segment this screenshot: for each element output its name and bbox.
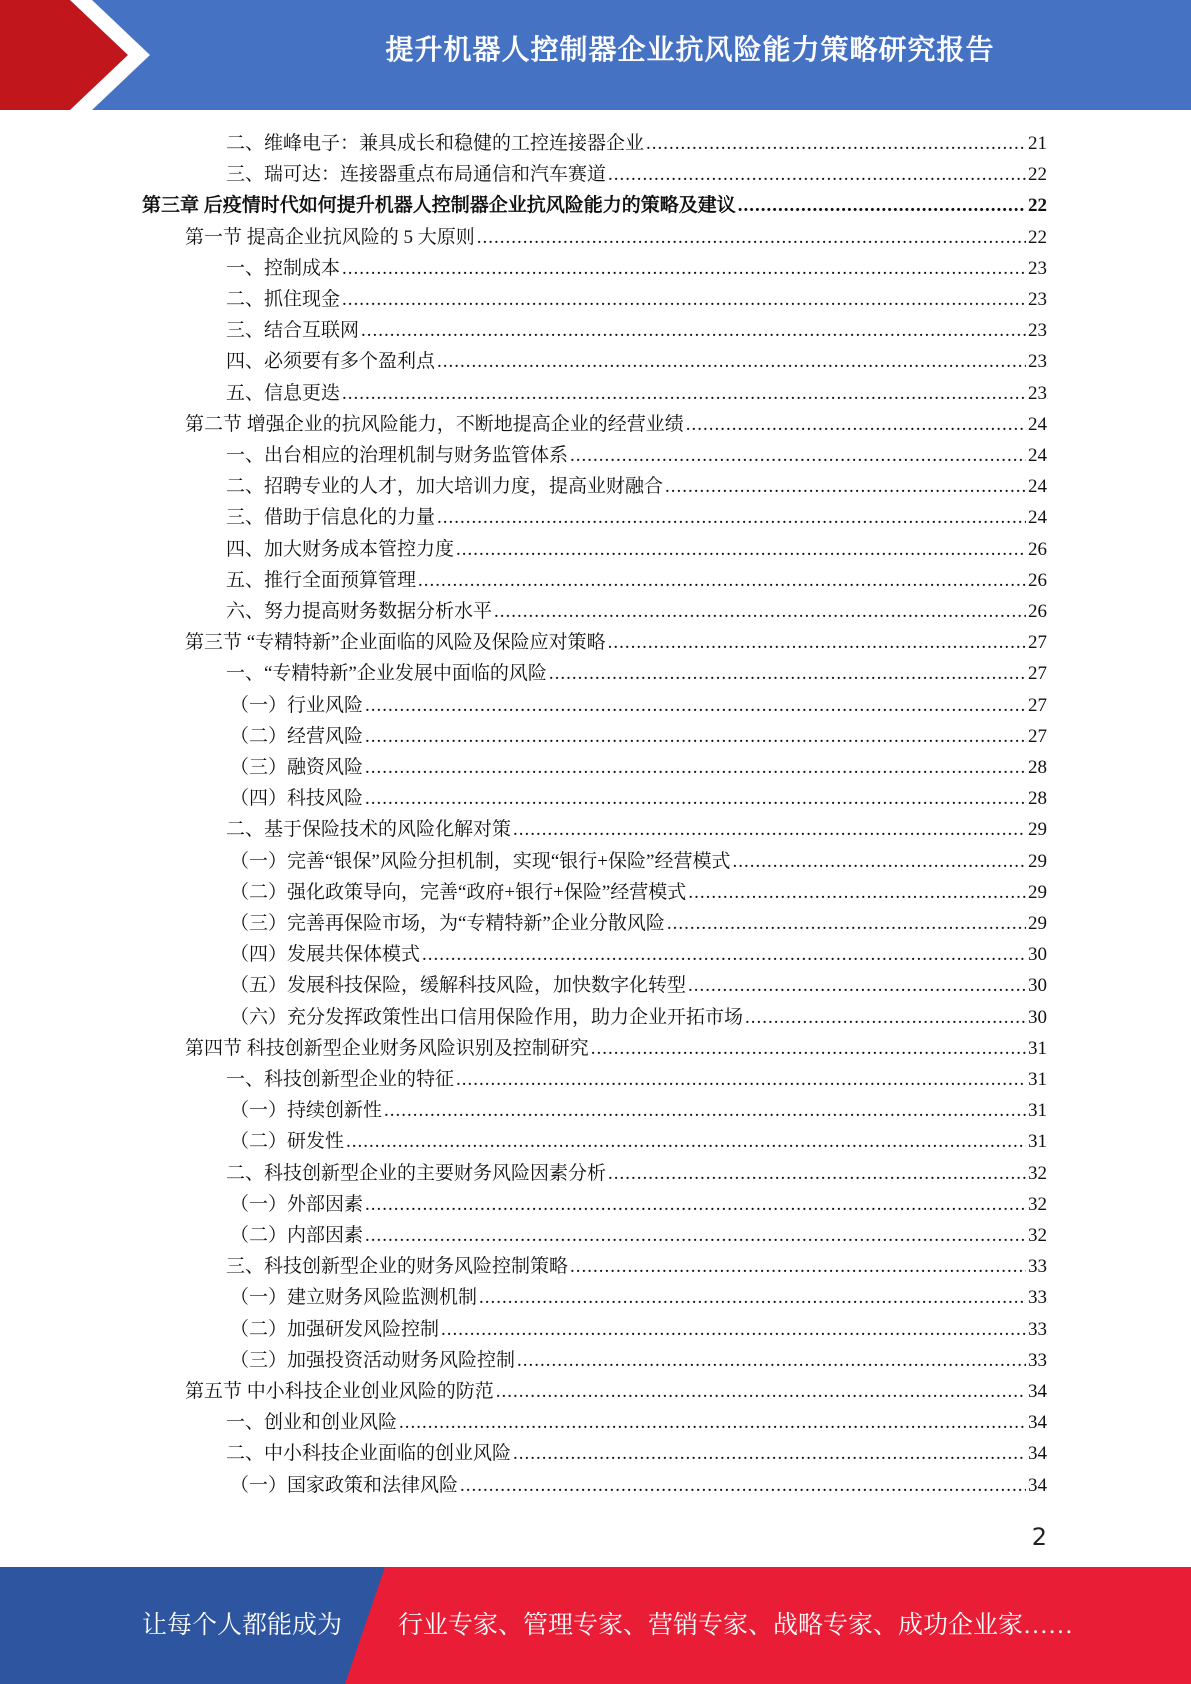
toc-entry-title: 第四节 科技创新型企业财务风险识别及控制研究 [185, 1037, 589, 1059]
toc-entry-page: 34 [1028, 1412, 1047, 1434]
toc-dot-leader [732, 846, 1026, 877]
toc-dot-leader [437, 502, 1026, 533]
toc-entry-title: 五、推行全面预算管理 [226, 569, 417, 591]
toc-entry[interactable] [226, 378, 1047, 409]
toc-entry[interactable] [226, 1438, 1047, 1469]
footer-slogan-left: 让每个人都能成为 [142, 1612, 343, 1639]
toc-entry-page: 30 [1028, 1006, 1047, 1028]
toc-entry-title: （一）国家政策和法律风险 [230, 1474, 459, 1496]
toc-entry-title: 三、借助于信息化的力量 [226, 507, 436, 529]
toc-entry-page: 22 [1028, 164, 1047, 186]
toc-entry[interactable] [226, 159, 1047, 190]
toc-dot-leader [513, 1438, 1026, 1469]
toc-entry[interactable] [226, 565, 1047, 596]
toc-entry[interactable] [230, 752, 1047, 783]
toc-dot-leader [365, 1189, 1026, 1220]
toc-dot-leader [346, 1126, 1026, 1157]
toc-entry-title: （一）行业风险 [230, 694, 364, 716]
toc-dot-leader [494, 596, 1026, 627]
toc-entry[interactable] [185, 409, 1047, 440]
toc-dot-leader [513, 814, 1026, 845]
toc-entry-title: 一、科技创新型企业的特征 [226, 1069, 455, 1090]
toc-entry-title: 第五节 中小科技企业创业风险的防范 [185, 1381, 494, 1402]
toc-entry[interactable] [226, 284, 1047, 315]
toc-entry[interactable] [226, 1251, 1047, 1282]
toc-entry-page: 23 [1028, 382, 1047, 404]
header-title: 提升机器人控制器企业抗风险能力策略研究报告 [385, 33, 995, 66]
toc-entry-title: 二、维峰电子：兼具成长和稳健的工控连接器企业 [226, 133, 645, 154]
toc-dot-leader [688, 877, 1026, 908]
toc-entry[interactable] [226, 596, 1047, 627]
toc-entry[interactable] [230, 1282, 1047, 1313]
toc-entry-page: 34 [1028, 1381, 1047, 1402]
toc-dot-leader [667, 908, 1026, 939]
toc-entry[interactable] [230, 1126, 1047, 1157]
toc-dot-leader [342, 284, 1026, 315]
toc-entry-page: 24 [1028, 445, 1047, 466]
toc-entry[interactable] [185, 1376, 1047, 1407]
toc-entry[interactable] [230, 1470, 1047, 1501]
toc-entry-title: （二）强化政策导向，完善“政府+银行+保险”经营模式 [230, 881, 687, 903]
toc-dot-leader [365, 721, 1026, 752]
toc-entry[interactable] [226, 128, 1047, 159]
toc-dot-leader [688, 970, 1026, 1001]
toc-entry[interactable] [185, 222, 1047, 253]
toc-entry-page: 31 [1028, 1037, 1047, 1059]
toc-entry-page: 33 [1028, 1349, 1047, 1371]
toc-entry-title: 第一节 提高企业抗风险的 5 大原则 [185, 226, 475, 248]
toc-entry-page: 26 [1028, 538, 1047, 560]
toc-entry-title: 第三章 后疫情时代如何提升机器人控制器企业抗风险能力的策略及建议 [142, 195, 736, 217]
toc-entry[interactable] [226, 471, 1047, 502]
toc-dot-leader [342, 378, 1026, 409]
toc-entry-title: 三、科技创新型企业的财务风险控制策略 [226, 1256, 569, 1278]
toc-entry-page: 27 [1028, 694, 1047, 716]
toc-entry-title: 二、招聘专业的人才，加大培训力度，提高业财融合 [226, 476, 664, 498]
toc-entry[interactable] [230, 939, 1047, 970]
toc-dot-leader [738, 190, 1026, 221]
toc-entry-title: （三）加强投资活动财务风险控制 [230, 1349, 516, 1371]
toc-entry[interactable] [230, 1220, 1047, 1251]
toc-entry-title: （三）融资风险 [230, 757, 364, 778]
toc-entry-title: （二）内部因素 [230, 1225, 364, 1246]
toc-entry-page: 23 [1028, 257, 1047, 279]
toc-entry-title: （五）发展科技保险，缓解科技风险，加快数字化转型 [230, 975, 687, 997]
toc-entry-title: （一）持续创新性 [230, 1100, 383, 1122]
toc-entry-page: 27 [1028, 725, 1047, 747]
toc-dot-leader [361, 315, 1026, 346]
toc-dot-leader [479, 1282, 1026, 1313]
toc-dot-leader [517, 1345, 1026, 1376]
toc-entry-page: 30 [1028, 944, 1047, 966]
toc-entry-title: 三、瑞可达：连接器重点布局通信和汽车赛道 [226, 164, 607, 186]
toc-dot-leader [365, 1220, 1026, 1251]
toc-entry-title: （四）科技风险 [230, 788, 364, 810]
toc-entry-page: 32 [1028, 1225, 1047, 1246]
toc-entry-page: 31 [1028, 1131, 1047, 1153]
toc-entry-title: （三）完善再保险市场，为“专精特新”企业分散风险 [230, 913, 665, 934]
toc-chapter-entry[interactable] [142, 190, 1047, 221]
toc-entry-title: 第二节 增强企业的抗风险能力，不断地提高企业的经营业绩 [185, 413, 684, 435]
toc-dot-leader [437, 346, 1026, 377]
toc-dot-leader [365, 752, 1026, 783]
toc-entry-page: 30 [1028, 975, 1047, 997]
toc-entry-page: 28 [1028, 788, 1047, 810]
toc-entry-title: 六、努力提高财务数据分析水平 [226, 601, 493, 622]
toc-entry[interactable] [226, 1064, 1047, 1095]
toc-entry-title: 一、控制成本 [226, 257, 341, 279]
toc-dot-leader [608, 1158, 1026, 1189]
footer-slogan-right: 行业专家、管理专家、营销专家、战略专家、成功企业家…… [398, 1612, 1074, 1639]
toc-entry-page: 29 [1028, 819, 1047, 841]
toc-entry[interactable] [230, 1002, 1047, 1033]
toc-dot-leader [365, 690, 1026, 721]
toc-entry-title: （一）外部因素 [230, 1193, 364, 1215]
toc-entry-title: （一）完善“银保”风险分担机制，实现“银行+保险”经营模式 [230, 850, 731, 872]
toc-entry-title: 一、创业和创业风险 [226, 1412, 398, 1434]
toc-entry[interactable] [226, 440, 1047, 471]
toc-entry[interactable] [185, 627, 1047, 658]
toc-entry[interactable] [226, 814, 1047, 845]
toc-entry-page: 32 [1028, 1193, 1047, 1215]
toc-entry-page: 33 [1028, 1318, 1047, 1340]
toc-entry-page: 22 [1028, 195, 1047, 217]
toc-dot-leader [460, 1470, 1026, 1501]
toc-entry-page: 27 [1028, 632, 1047, 654]
toc-dot-leader [456, 534, 1026, 565]
toc-entry-title: 四、必须要有多个盈利点 [226, 351, 436, 373]
toc-entry[interactable] [185, 1033, 1047, 1064]
toc-entry-title: 二、科技创新型企业的主要财务风险因素分析 [226, 1162, 607, 1184]
toc-dot-leader [570, 1251, 1026, 1282]
toc-entry-page: 29 [1028, 881, 1047, 903]
toc-dot-leader [608, 627, 1026, 658]
toc-entry-page: 29 [1028, 850, 1047, 872]
toc-entry[interactable] [230, 1189, 1047, 1220]
page-number: 2 [1031, 1523, 1047, 1551]
toc-entry-title: 三、结合互联网 [226, 320, 360, 342]
toc-entry[interactable] [226, 1158, 1047, 1189]
toc-entry[interactable] [230, 1314, 1047, 1345]
toc-entry[interactable] [230, 1095, 1047, 1126]
toc-dot-leader [456, 1064, 1026, 1095]
toc-entry-page: 23 [1028, 351, 1047, 373]
toc-entry-page: 24 [1028, 476, 1047, 498]
toc-entry-page: 27 [1028, 663, 1047, 685]
toc-dot-leader [646, 128, 1026, 159]
toc-entry-page: 33 [1028, 1287, 1047, 1309]
toc-entry[interactable] [226, 1407, 1047, 1438]
toc-entry-page: 34 [1028, 1474, 1047, 1496]
toc-entry-page: 28 [1028, 757, 1047, 778]
toc-dot-leader [496, 1376, 1026, 1407]
toc-entry-page: 24 [1028, 413, 1047, 435]
toc-entry-page: 33 [1028, 1256, 1047, 1278]
toc-entry[interactable] [226, 658, 1047, 689]
toc-entry[interactable] [230, 877, 1047, 908]
toc-dot-leader [418, 565, 1026, 596]
toc-entry-title: 四、加大财务成本管控力度 [226, 538, 455, 560]
toc-entry[interactable] [230, 1345, 1047, 1376]
toc-entry-page: 24 [1028, 507, 1047, 529]
toc-entry-title: 一、出台相应的治理机制与财务监管体系 [226, 445, 569, 466]
toc-dot-leader [745, 1002, 1026, 1033]
toc-entry-title: （二）研发性 [230, 1131, 345, 1153]
toc-dot-leader [477, 222, 1026, 253]
toc-dot-leader [686, 409, 1026, 440]
toc-dot-leader [342, 253, 1026, 284]
toc-entry-page: 22 [1028, 226, 1047, 248]
toc-entry[interactable] [226, 534, 1047, 565]
toc-entry[interactable] [230, 846, 1047, 877]
toc-entry[interactable] [226, 315, 1047, 346]
toc-dot-leader [441, 1314, 1026, 1345]
toc-entry-title: （二）加强研发风险控制 [230, 1318, 440, 1340]
toc-entry-title: （四）发展共保体模式 [230, 944, 421, 966]
toc-dot-leader [365, 783, 1026, 814]
page-header [0, 0, 1191, 110]
toc-entry-page: 23 [1028, 320, 1047, 342]
toc-entry[interactable] [230, 721, 1047, 752]
toc-entry-title: 二、中小科技企业面临的创业风险 [226, 1443, 512, 1465]
toc-dot-leader [549, 658, 1026, 689]
toc-entry-page: 32 [1028, 1162, 1047, 1184]
toc-entry-title: （六）充分发挥政策性出口信用保险作用，助力企业开拓市场 [230, 1006, 744, 1028]
toc-entry[interactable] [226, 502, 1047, 533]
toc-entry-title: 二、基于保险技术的风险化解对策 [226, 819, 512, 841]
page-footer [0, 1567, 1191, 1684]
toc-entry[interactable] [230, 783, 1047, 814]
header-chevron [0, 0, 160, 110]
toc-dot-leader [665, 471, 1026, 502]
toc-dot-leader [608, 159, 1026, 190]
toc-entry-page: 23 [1028, 289, 1047, 310]
toc-dot-leader [422, 939, 1026, 970]
toc-dot-leader [570, 440, 1026, 471]
toc-entry-page: 31 [1028, 1100, 1047, 1122]
toc-entry-page: 31 [1028, 1069, 1047, 1090]
toc-entry[interactable] [230, 908, 1047, 939]
toc-entry-title: （一）建立财务风险监测机制 [230, 1287, 478, 1309]
toc-entry[interactable] [226, 253, 1047, 284]
toc-entry-page: 29 [1028, 913, 1047, 934]
toc-entry-page: 34 [1028, 1443, 1047, 1465]
toc-entry[interactable] [230, 970, 1047, 1001]
toc-dot-leader [399, 1407, 1026, 1438]
toc-entry-title: （二）经营风险 [230, 725, 364, 747]
toc-entry[interactable] [230, 690, 1047, 721]
toc-entry-title: 一、“专精特新”企业发展中面临的风险 [226, 663, 547, 685]
toc-entry[interactable] [226, 346, 1047, 377]
toc-entry-page: 21 [1028, 133, 1047, 154]
toc-entry-title: 二、抓住现金 [226, 289, 341, 310]
toc-dot-leader [384, 1095, 1026, 1126]
toc-entry-page: 26 [1028, 601, 1047, 622]
toc-entry-title: 五、信息更迭 [226, 382, 341, 404]
toc-entry-page: 26 [1028, 569, 1047, 591]
toc-entry-title: 第三节 “专精特新”企业面临的风险及保险应对策略 [185, 632, 606, 654]
toc-dot-leader [591, 1033, 1026, 1064]
